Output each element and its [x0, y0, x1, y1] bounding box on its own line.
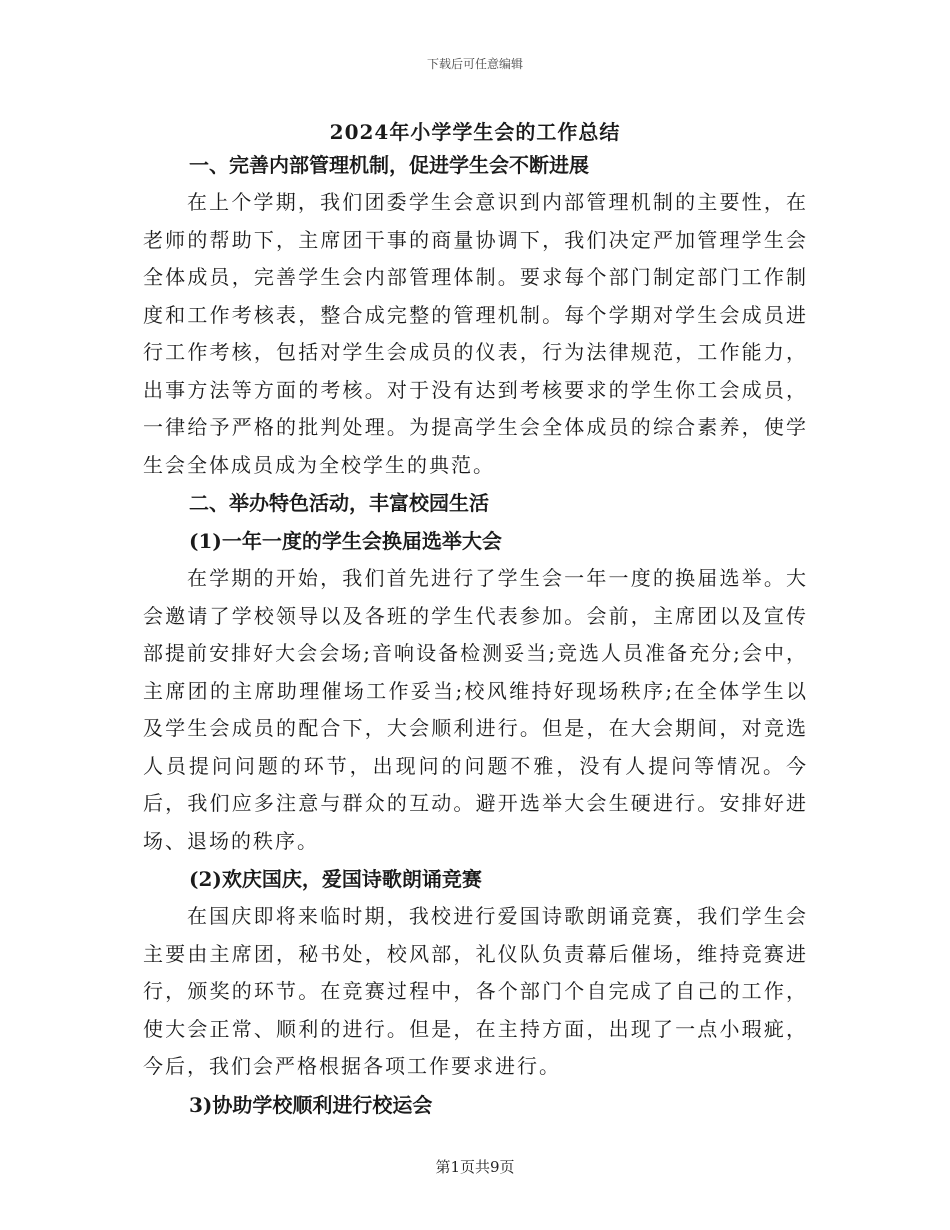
section-1-heading: 一、完善内部管理机制，促进学生会不断进展	[189, 153, 589, 177]
section-2-heading: 二、举办特色活动，丰富校园生活	[189, 491, 489, 515]
page-footer: 第1页共9页	[435, 1158, 515, 1176]
header-note: 下载后可任意编辑	[426, 57, 523, 71]
document-title: 2024年小学学生会的工作总结	[329, 120, 621, 144]
section-2-1-paragraph: 在学期的开始，我们首先进行了学生会一年一度的换届选举。大会邀请了学校领导以及各班的学生代表参加。会前，主席团以及宣传部提前安排好大会会场;音响设备检测妥当;竞选人员准备充分;会中，主席团的主席助理催场工作妥当;校风维持好现场秩序;在全体学生以及学生会成员的配合下，大会顺利进行。但是，在大会期间，对竞选人员提问问题的环节，出现问的问题不雅，没有人提问等情况。今后，我们应多注意与群众的互动。避开选举大会生硬进行。安排好进场、退场的秩序。	[143, 566, 808, 853]
section-2-2-heading: (2)欢庆国庆，爱国诗歌朗诵竞赛	[189, 867, 482, 891]
section-2-1-heading: (1)一年一度的学生会换届选举大会	[189, 529, 502, 553]
section-2-3-heading: 3)协助学校顺利进行校运会	[189, 1092, 433, 1117]
section-2-2-paragraph: 在国庆即将来临时期，我校进行爱国诗歌朗诵竞赛，我们学生会主要由主席团，秘书处，校风部，礼仪队负责幕后催场，维持竞赛进行，颁奖的环节。在竞赛过程中，各个部门个自完成了自己的工作，使大会正常、顺利的进行。但是，在主持方面，出现了一点小瑕疵，今后，我们会严格根据各项工作要求进行。	[143, 904, 808, 1078]
document-body	[143, 146, 808, 1124]
section-1-paragraph: 在上个学期，我们团委学生会意识到内部管理机制的主要性，在老师的帮助下，主席团干事的商量协调下，我们决定严加管理学生会全体成员，完善学生会内部管理体制。要求每个部门制定部门工作制度和工作考核表，整合成完整的管理机制。每个学期对学生会成员进行工作考核，包括对学生会成员的仪表，行为法律规范，工作能力，出事方法等方面的考核。对于没有达到考核要求的学生你工会成员，一律给予严格的批判处理。为提高学生会全体成员的综合素养，使学生会全体成员成为全校学生的典范。	[143, 190, 808, 477]
